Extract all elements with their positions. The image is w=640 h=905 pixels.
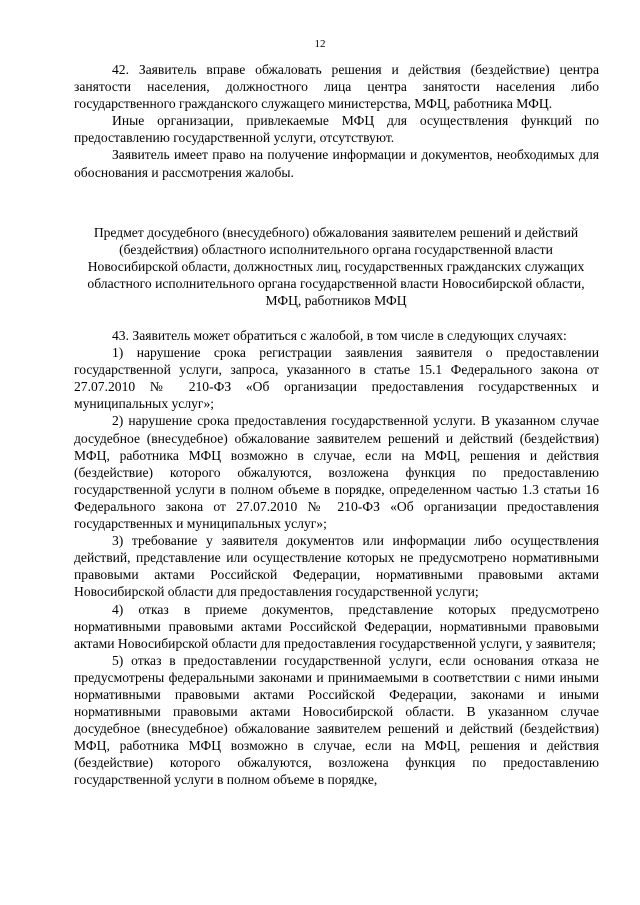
section-42	[74, 61, 599, 181]
page-number: 12	[314, 38, 326, 50]
list-item: 1) нарушение срока регистрации заявления заявителя о предоставлении государственной услуги, запроса, указанного в статье 15.1 Федерального закона от 27.07.2010 № 210-ФЗ «Об организации предоставления государственных и муниципальных услуг»;	[74, 345, 599, 412]
section-43	[74, 327, 599, 789]
paragraph: 42. Заявитель вправе обжаловать решения и действия (бездействие) центра занятости населения, должностного лица центра занятости населения либо государственного гражданского служащего министерства, МФЦ, работника МФЦ.	[74, 62, 599, 112]
list-item: 4) отказ в приеме документов, представление которых предусмотрено нормативными правовыми актами Российской Федерации, нормативными правовыми актами Новосибирской области для предоставления государственной услуги, у заявителя;	[74, 601, 599, 651]
list-item: 5) отказ в предоставлении государственной услуги, если основания отказа не предусмотрены федеральными законами и принимаемыми в соответствии с ними иными нормативными правовыми актами Российской Федерации, законами и иными нормативными правовыми актами Новосибирской области. В указанном случае досудебное (внесудебное) обжалование заявителем решений и действий (бездействия) МФЦ, работника МФЦ возможно в случае, если на МФЦ, решения и действия (бездействие) которого обжалуются, возложена функция по предоставлению государственной услуги в полном объеме в порядке,	[74, 652, 599, 788]
section-heading-block	[86, 224, 586, 309]
list-item: 2) нарушение срока предоставления государственной услуги. В указанном случае досудебное (внесудебное) обжалование заявителем решений и действий (бездействия) МФЦ, работника МФЦ возможно в случае, если на МФЦ, решения и действия (бездействие) которого обжалуются, возложена функция по предоставлению государственной услуги в полном объеме в порядке, определенном частью 1.3 статьи 16 Федерального закона от 27.07.2010 № 210-ФЗ «Об организации предоставления государственных и муниципальных услуг»;	[74, 413, 599, 532]
paragraph: Иные организации, привлекаемые МФЦ для осуществления функций по предоставлению государственной услуги, отсутствуют.	[74, 113, 599, 146]
list-item: 3) требование у заявителя документов или информации либо осуществления действий, представление или осуществление которых не предусмотрено нормативными правовыми актами Российской Федерации, нормативными правовыми актами Новосибирской области для предоставления государственной услуги;	[74, 533, 599, 600]
section-heading: Предмет досудебного (внесудебного) обжалования заявителем решений и действий (бездействия) областного исполнительного органа государственной власти Новосибирской области, должностных лиц, государственных гражданских служащих областного исполнительного органа государственной власти Новосибирской области, МФЦ, работников МФЦ	[87, 225, 585, 309]
paragraph: Заявитель имеет право на получение информации и документов, необходимых для обоснования и рассмотрения жалобы.	[74, 147, 599, 180]
paragraph: 43. Заявитель может обратиться с жалобой, в том числе в следующих случаях:	[112, 328, 567, 343]
